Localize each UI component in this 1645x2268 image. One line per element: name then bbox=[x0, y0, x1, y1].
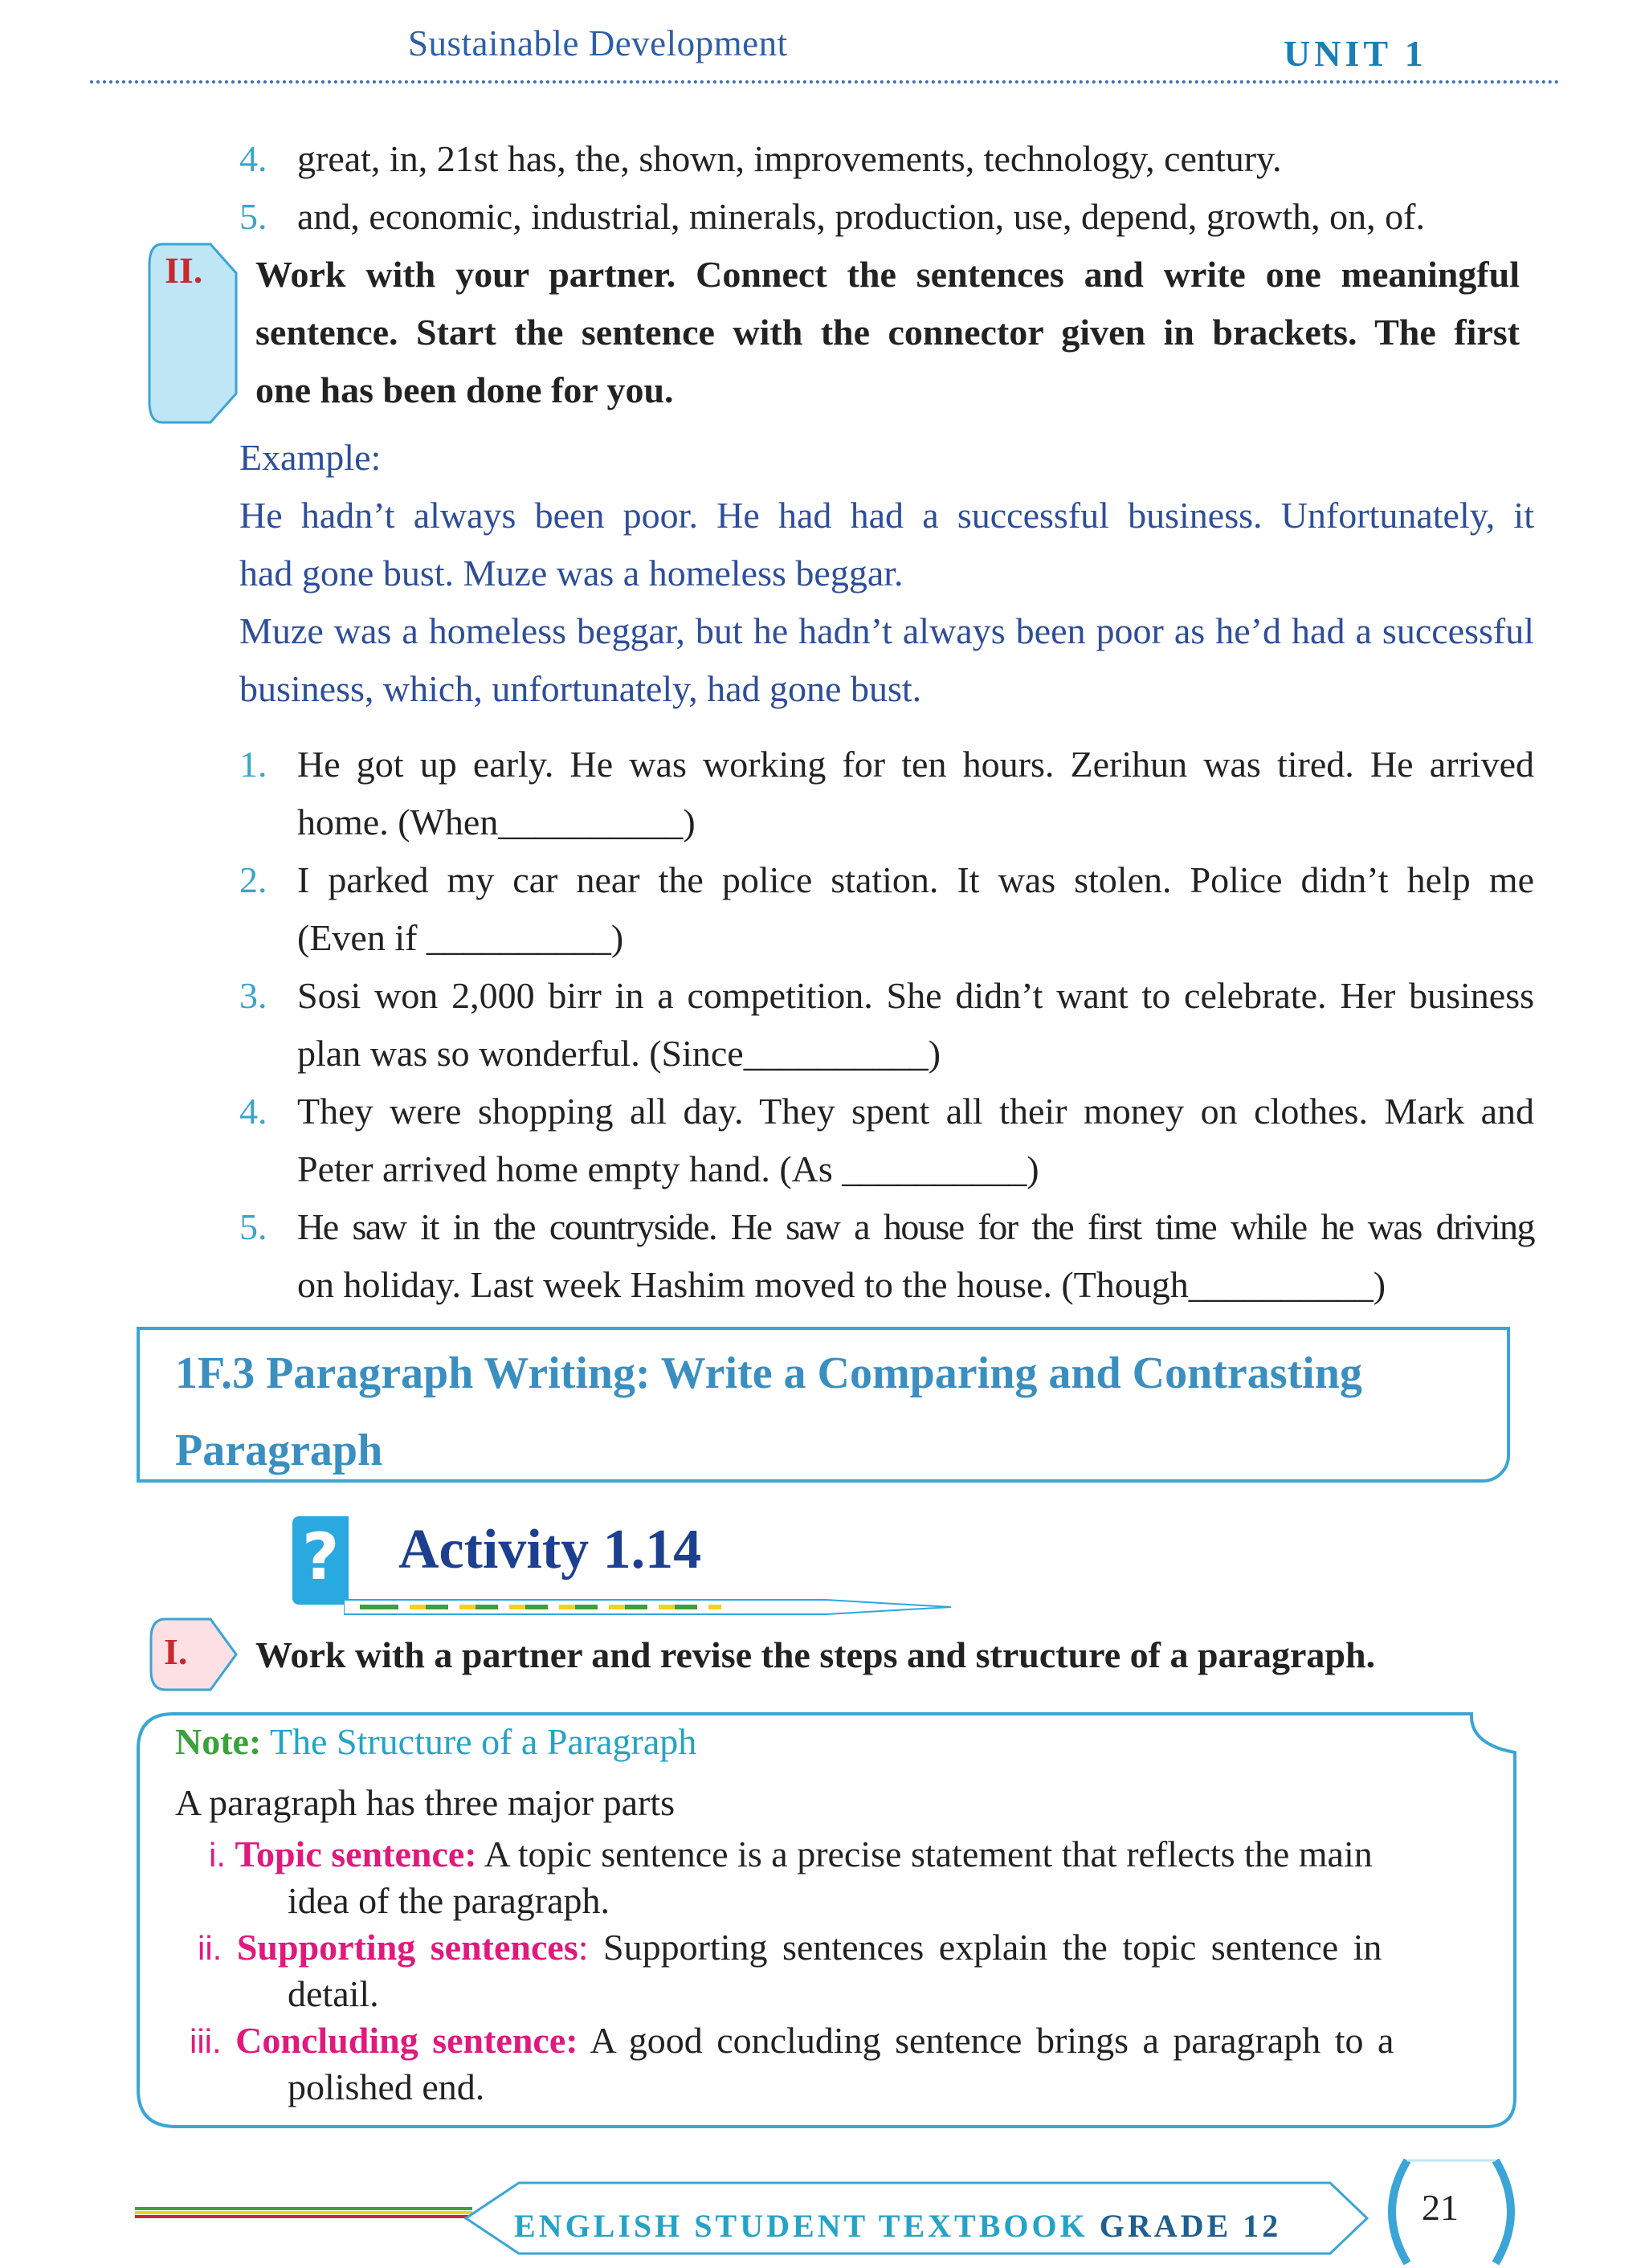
section-label: I. bbox=[164, 1631, 188, 1672]
item-text: (Even if __________) bbox=[297, 917, 624, 958]
item-number: 2. bbox=[239, 859, 267, 900]
note-text: idea of the paragraph. bbox=[288, 1880, 610, 1921]
note-text: polished end. bbox=[288, 2066, 485, 2107]
exercise-item bbox=[239, 736, 1534, 851]
item-number: 4. bbox=[239, 138, 267, 179]
exercise-item bbox=[239, 851, 1534, 967]
roman-numeral: ii. bbox=[198, 1929, 222, 1967]
exercise-item bbox=[239, 1083, 1534, 1198]
item-text: I parked my car near the police station. It was stolen. Police didn’t help me bbox=[297, 859, 1534, 900]
running-header-title: Sustainable Development bbox=[408, 23, 788, 63]
note-text: A topic sentence is a precise statement that reflects the main bbox=[476, 1834, 1373, 1874]
roman-numeral: i. bbox=[209, 1836, 226, 1874]
note-item: ii. Supporting sentences: Supporting sentences explain the topic sentence in bbox=[198, 1927, 1382, 1968]
item-text: Peter arrived home empty hand. (As __________) bbox=[297, 1148, 1039, 1189]
item-text: great, in, 21st has, the, shown, improvements, technology, century. bbox=[297, 138, 1282, 179]
activity-title: Activity 1.14 bbox=[398, 1519, 702, 1581]
item-number: 5. bbox=[239, 1206, 267, 1247]
note-term: Concluding sentence: bbox=[235, 2020, 578, 2061]
item-text: plan was so wonderful. (Since__________) bbox=[297, 1033, 941, 1074]
note-heading bbox=[175, 1720, 696, 1763]
item-number: 3. bbox=[239, 975, 267, 1016]
question-icon: ? bbox=[292, 1516, 349, 1605]
item-number: 4. bbox=[239, 1091, 267, 1132]
pencil-bar-decoration bbox=[344, 1597, 954, 1617]
note-text: detail. bbox=[288, 1973, 379, 2014]
item-text: He got up early. He was working for ten hours. Zerihun was tired. He arrived bbox=[297, 744, 1534, 785]
instruction-line: one has been done for you. bbox=[255, 369, 674, 410]
section-heading bbox=[175, 1335, 1460, 1489]
exercise-item bbox=[239, 1198, 1534, 1314]
section-heading-line: Paragraph bbox=[175, 1426, 383, 1475]
note-term: Topic sentence: bbox=[235, 1834, 477, 1874]
instruction-line: sentence. Start the sentence with the connector given in brackets. The first bbox=[255, 312, 1520, 353]
header-divider bbox=[90, 80, 1560, 84]
section-label: II. bbox=[165, 250, 203, 291]
example-label: Example: bbox=[239, 437, 382, 478]
note-text: Supporting sentences explain the topic sentence in bbox=[588, 1927, 1382, 1968]
exercise-item bbox=[239, 967, 1534, 1083]
note-label: Note: bbox=[175, 1721, 262, 1762]
instruction-line: Work with a partner and revise the steps and structure of a paragraph. bbox=[255, 1634, 1376, 1675]
item-text: and, economic, industrial, minerals, production, use, depend, growth, on, of. bbox=[297, 196, 1425, 237]
example-line: business, which, unfortunately, had gone bust. bbox=[239, 668, 922, 709]
note-intro: A paragraph has three major parts bbox=[175, 1782, 676, 1823]
roman-numeral: iii. bbox=[190, 2022, 222, 2060]
note-item bbox=[209, 1831, 1478, 1878]
item-text: He saw it in the countryside. He saw a house for the first time while he was driving bbox=[297, 1206, 1534, 1247]
example-line: had gone bust. Muze was a homeless beggar. bbox=[239, 553, 904, 594]
item-number: 1. bbox=[239, 744, 267, 785]
example-line: Muze was a homeless beggar, but he hadn’t always been poor as he’d had a successful bbox=[239, 610, 1534, 651]
note-text: A good concluding sentence brings a paragraph to a bbox=[578, 2020, 1394, 2061]
page-number: 21 bbox=[1422, 2187, 1459, 2228]
item-text: They were shopping all day. They spent all their money on clothes. Mark and bbox=[297, 1091, 1534, 1132]
note-title: The Structure of a Paragraph bbox=[269, 1721, 697, 1762]
footer-color-lines bbox=[135, 2207, 472, 2221]
book-title: ENGLISH STUDENT TEXTBOOK GRADE 12 bbox=[514, 2208, 1282, 2244]
item-text: home. (When__________) bbox=[297, 802, 696, 842]
item-number: 5. bbox=[239, 196, 267, 237]
unit-label: UNIT 1 bbox=[1284, 33, 1427, 74]
note-item bbox=[190, 2017, 1478, 2065]
item-text: on holiday. Last week Hashim moved to the house. (Though__________) bbox=[297, 1264, 1386, 1305]
section-heading-line: 1F.3 Paragraph Writing: Write a Comparing and Contrasting bbox=[175, 1348, 1362, 1398]
item-text: Sosi won 2,000 birr in a competition. She didn’t want to celebrate. Her business bbox=[297, 975, 1534, 1016]
section-tab-shape bbox=[146, 1614, 241, 1695]
note-term: Supporting sentences bbox=[236, 1927, 578, 1968]
instruction-line: Work with your partner. Connect the sentences and write one meaningful bbox=[255, 254, 1520, 295]
example-line: He hadn’t always been poor. He had had a successful business. Unfortunately, it bbox=[239, 495, 1534, 536]
